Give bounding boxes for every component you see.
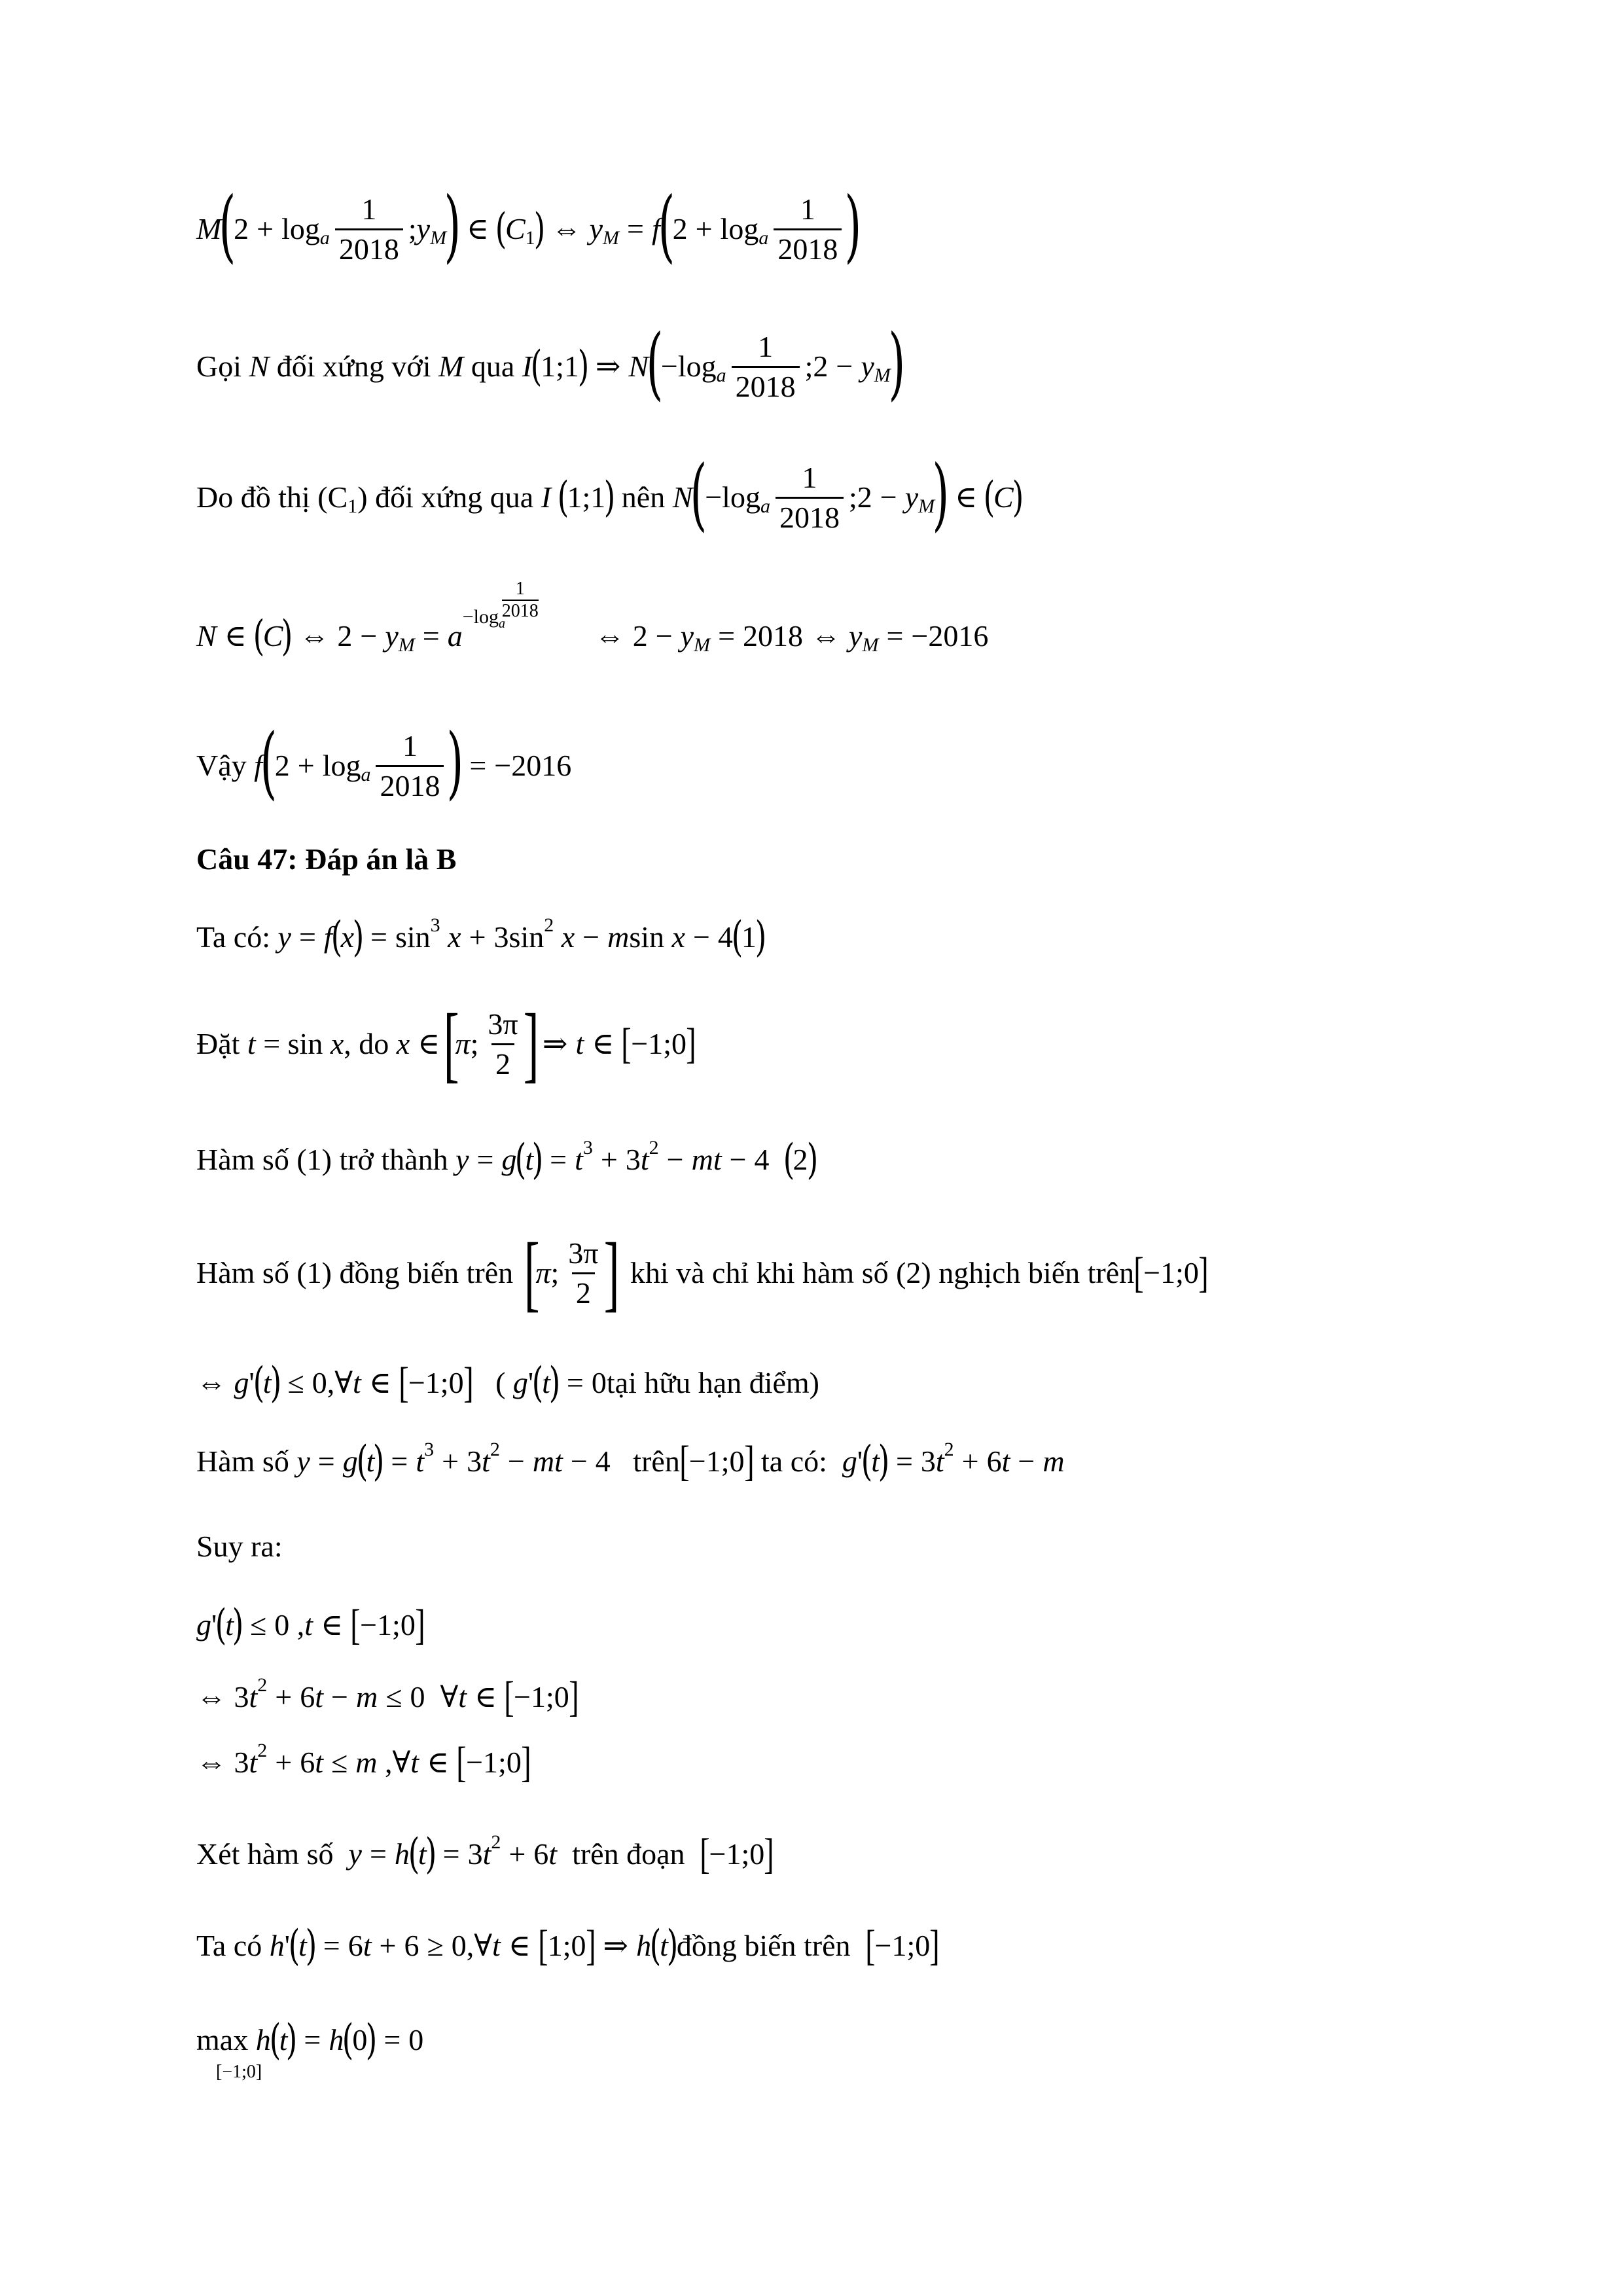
text-qua: qua [471,350,515,383]
text-ham-so: Hàm số [196,1444,289,1478]
text-nen: nên [621,480,666,514]
equation-f-def: Ta có: y = f ( x ) = sin 3 x + 3sin 2 x − m sin x − 4 ( 1 ) [196,913,767,961]
text-dat: Đặt [196,1027,240,1060]
text-xet-ham-so: Xét hàm số [196,1837,334,1871]
equation-n-in-c: N ∈ ( C ) ⇔ 2 − y M = a $-\log_a$ 1 2018 ⇔ 2 − y M = 2018 ⇔ y M = −2016 [196,579,989,660]
equation-conclusion: Vậy f ( 2 + log a $\frac{1}{2018}$ ) = −2016 [196,717,572,808]
text-dong-bien: Hàm số (1) đồng biến trên [196,1256,514,1289]
text-suy-ra: Suy ra: [196,1530,283,1563]
text-goi: Gọi [196,350,241,383]
exponent-log: $-\log_a$ 1 2018 [462,579,539,631]
equation-substitution: Đặt t = sin x , do x ∈ [ π ; $\frac{3\pi}{2}$ ] ⇒ t ∈ [ −1;0 ] [196,997,696,1091]
equation-g-def: Hàm số (1) trở thành y = g ( t ) = t 3 + 3 t 2 − mt − 4 ( 2 ) [196,1136,818,1184]
text-vay: Vậy [196,749,247,782]
equation-sys-1: g ' ( t ) ≤ 0 , t ∈ [ −1;0 ] [196,1601,425,1649]
equation-n-symmetric: Gọi N đối xứng với M qua I ( 1;1 ) ⇒ N ( −log a $\frac{1}{2018}$ ;2 − y M ) [196,318,906,409]
question-heading: Câu 47: Đáp án là B [196,842,457,876]
frac-den: 2018 [335,228,403,264]
max-range-subscript: [−1;0] [216,2062,262,2082]
equation-h-derivative: Ta có h ' ( t ) = 6 t + 6 ≥ 0,∀ t ∈ [ 1;0 ] ⇒ h ( t ) đồng biến trên [ −1;0 ] [196,1922,940,1970]
frac-num: 1 [361,192,377,226]
equation-g-derivative: Hàm số y = g ( t ) = t 3 + 3 t 2 − mt − 4 trên [ −1;0 ] ta có: g ' ( t ) = 3 t 2 + 6 t − m [196,1437,1065,1486]
equation-sys-3: ⇔ 3 t 2 + 6 t ≤ m ,∀ t ∈ [ −1;0 ] [196,1738,531,1786]
text-ta-co: Ta có: [196,920,271,954]
equation-m-point: M ( 2 + log a $\frac{1}{2018}$ ; y M ) ∈ ( C 1 ) ⇔ y M = f ( 2 + log a $\frac{1}{2018}$ ) [196,181,862,272]
equation-graph-symmetric: Do đồ thị (C 1 ) đối xứng qua I ( 1;1 ) nên N ( −log a $\frac{1}{2018}$ ;2 − y M ) ∈ ( C ) [196,449,1024,540]
text-doi-xung: đối xứng với [276,350,431,383]
text-do-do-thi: Do đồ thị (C [196,480,348,514]
equation-derivative-condition: ⇔ g ' ( t ) ≤ 0,∀ t ∈ [ −1;0 ] ( g ' ( t ) = 0 tại hữu hạn điểm) [196,1359,819,1407]
text-ta-co-3: Ta có [196,1929,262,1962]
text-khi-va-chi-khi: khi và chỉ khi hàm số (2) nghịch biến trên [630,1256,1135,1289]
equation-monotone: Hàm số (1) đồng biến trên [ π ; $\frac{3\pi}{2}$ ] khi và chỉ khi hàm số (2) nghịch biến trên [ −1;0 ] [196,1226,1209,1320]
equation-max-h: max h ( t ) = h ( 0 ) = 0 [196,2016,424,2064]
equation-sys-2: ⇔ 3 t 2 + 6 t − m ≤ 0 ∀ t ∈ [ −1;0 ] [196,1673,579,1721]
text-tro-thanh: Hàm số (1) trở thành [196,1143,448,1176]
equation-h-def: Xét hàm số y = h ( t ) = 3 t 2 + 6 t trên đoạn [ −1;0 ] [196,1830,774,1878]
